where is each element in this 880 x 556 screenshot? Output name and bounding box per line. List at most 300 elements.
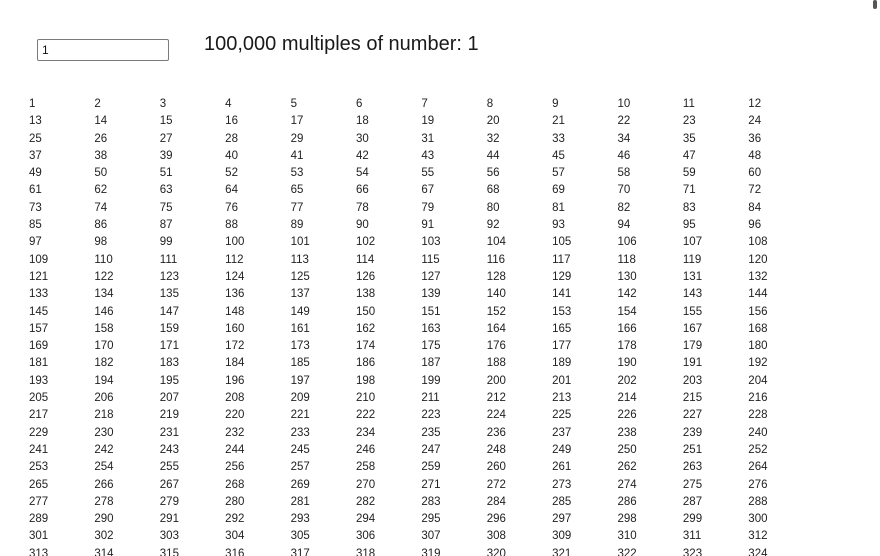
multiple-cell: 92 — [486, 219, 500, 232]
multiple-cell: 134 — [94, 288, 114, 301]
multiple-cell: 166 — [617, 322, 637, 335]
multiples-row — [29, 528, 819, 545]
multiple-cell: 260 — [486, 461, 506, 474]
multiple-cell: 75 — [159, 201, 173, 214]
multiple-cell: 175 — [421, 340, 441, 353]
multiple-cell: 233 — [290, 426, 310, 439]
multiple-cell: 107 — [682, 236, 703, 249]
multiple-cell: 112 — [225, 253, 244, 266]
multiple-cell: 222 — [355, 409, 376, 422]
multiple-cell: 270 — [355, 478, 376, 491]
multiple-cell: 303 — [159, 530, 179, 543]
multiple-cell: 207 — [159, 392, 179, 405]
multiple-cell: 103 — [421, 236, 441, 249]
multiple-cell: 168 — [748, 322, 768, 335]
multiple-cell: 262 — [617, 461, 637, 474]
multiple-cell: 13 — [29, 115, 42, 128]
multiple-cell: 157 — [29, 322, 49, 335]
multiple-cell: 215 — [682, 392, 703, 405]
multiple-cell: 201 — [552, 374, 572, 387]
multiple-cell: 186 — [355, 357, 376, 370]
multiple-cell: 121 — [29, 270, 49, 283]
multiple-cell: 142 — [617, 288, 637, 301]
multiple-cell: 252 — [748, 443, 768, 456]
multiple-cell: 275 — [682, 478, 703, 491]
multiple-cell: 259 — [421, 461, 441, 474]
multiple-cell: 200 — [486, 374, 506, 387]
multiple-cell: 36 — [748, 132, 762, 145]
multiple-cell: 28 — [225, 132, 238, 145]
multiple-cell: 244 — [225, 443, 245, 456]
multiple-cell: 99 — [159, 236, 173, 249]
multiple-cell: 71 — [682, 184, 696, 197]
multiple-cell: 8 — [486, 98, 494, 110]
multiple-cell: 52 — [225, 167, 238, 180]
multiple-cell: 285 — [552, 495, 572, 508]
multiple-cell: 193 — [29, 374, 49, 387]
multiple-cell: 23 — [682, 115, 696, 128]
multiple-cell: 199 — [421, 374, 441, 387]
multiple-cell: 155 — [682, 305, 703, 318]
multiple-cell: 188 — [486, 357, 506, 370]
multiple-cell: 301 — [29, 530, 49, 543]
multiple-cell: 55 — [421, 167, 435, 180]
multiples-row — [29, 165, 819, 182]
multiple-cell: 88 — [225, 219, 238, 232]
multiple-cell: 131 — [682, 270, 703, 283]
scrollbar-thumb[interactable] — [873, 0, 877, 9]
multiple-cell: 197 — [290, 374, 310, 387]
multiples-row — [29, 546, 819, 556]
multiple-cell: 323 — [682, 547, 703, 556]
multiple-cell: 210 — [355, 392, 376, 405]
multiple-cell: 38 — [94, 149, 108, 162]
multiple-cell: 58 — [617, 167, 631, 180]
multiple-cell: 91 — [421, 219, 435, 232]
multiple-cell: 228 — [748, 409, 768, 422]
multiple-cell: 42 — [355, 149, 369, 162]
multiple-cell: 146 — [94, 305, 114, 318]
multiple-cell: 178 — [617, 340, 637, 353]
multiple-cell: 137 — [290, 288, 310, 301]
number-input[interactable] — [37, 39, 169, 61]
multiple-cell: 247 — [421, 443, 441, 456]
multiple-cell: 183 — [159, 357, 179, 370]
multiple-cell: 319 — [421, 547, 441, 556]
multiple-cell: 213 — [552, 392, 572, 405]
multiple-cell: 158 — [94, 322, 114, 335]
multiple-cell: 162 — [355, 322, 376, 335]
multiple-cell: 60 — [748, 167, 762, 180]
multiple-cell: 56 — [486, 167, 500, 180]
multiples-row — [29, 234, 819, 251]
multiple-cell: 126 — [355, 270, 376, 283]
multiple-cell: 49 — [29, 167, 42, 180]
multiple-cell: 3 — [159, 98, 167, 110]
multiple-cell: 211 — [421, 392, 440, 405]
multiple-cell: 40 — [225, 149, 238, 162]
multiples-row — [29, 113, 819, 130]
multiple-cell: 144 — [748, 288, 768, 301]
multiple-cell: 150 — [355, 305, 376, 318]
multiple-cell: 203 — [682, 374, 703, 387]
multiple-cell: 291 — [159, 513, 179, 526]
multiples-row — [29, 182, 819, 199]
multiple-cell: 63 — [159, 184, 173, 197]
multiple-cell: 284 — [486, 495, 506, 508]
multiples-row — [29, 217, 819, 234]
multiple-cell: 20 — [486, 115, 500, 128]
multiple-cell: 139 — [421, 288, 441, 301]
multiple-cell: 130 — [617, 270, 637, 283]
multiple-cell: 102 — [355, 236, 376, 249]
multiples-row — [29, 494, 819, 511]
multiple-cell: 281 — [290, 495, 310, 508]
multiple-cell: 307 — [421, 530, 441, 543]
multiple-cell: 217 — [29, 409, 49, 422]
multiple-cell: 90 — [355, 219, 369, 232]
multiple-cell: 77 — [290, 201, 304, 214]
multiple-cell: 206 — [94, 392, 114, 405]
multiple-cell: 271 — [421, 478, 441, 491]
multiple-cell: 39 — [159, 149, 173, 162]
multiple-cell: 309 — [552, 530, 572, 543]
multiple-cell: 226 — [617, 409, 637, 422]
multiple-cell: 224 — [486, 409, 506, 422]
multiple-cell: 84 — [748, 201, 762, 214]
multiple-cell: 324 — [748, 547, 768, 556]
multiple-cell: 223 — [421, 409, 441, 422]
multiple-cell: 227 — [682, 409, 703, 422]
multiple-cell: 177 — [552, 340, 572, 353]
multiple-cell: 220 — [225, 409, 245, 422]
multiple-cell: 123 — [159, 270, 179, 283]
multiple-cell: 69 — [552, 184, 565, 197]
multiple-cell: 104 — [486, 236, 506, 249]
multiple-cell: 48 — [748, 149, 762, 162]
multiple-cell: 163 — [421, 322, 441, 335]
multiple-cell: 174 — [355, 340, 376, 353]
multiple-cell: 172 — [225, 340, 245, 353]
multiple-cell: 78 — [355, 201, 369, 214]
multiple-cell: 230 — [94, 426, 114, 439]
multiple-cell: 165 — [552, 322, 572, 335]
multiple-cell: 248 — [486, 443, 506, 456]
multiple-cell: 73 — [29, 201, 42, 214]
multiple-cell: 141 — [552, 288, 572, 301]
multiple-cell: 287 — [682, 495, 703, 508]
multiple-cell: 30 — [355, 132, 369, 145]
multiple-cell: 127 — [421, 270, 441, 283]
multiple-cell: 185 — [290, 357, 310, 370]
multiple-cell: 205 — [29, 392, 49, 405]
multiple-cell: 273 — [552, 478, 572, 491]
multiple-cell: 149 — [290, 305, 310, 318]
multiple-cell: 114 — [355, 253, 375, 266]
multiple-cell: 176 — [486, 340, 506, 353]
multiple-cell: 89 — [290, 219, 304, 232]
multiple-cell: 21 — [552, 115, 565, 128]
multiple-cell: 64 — [225, 184, 238, 197]
multiple-cell: 196 — [225, 374, 245, 387]
multiple-cell: 266 — [94, 478, 114, 491]
multiple-cell: 145 — [29, 305, 49, 318]
multiple-cell: 322 — [617, 547, 637, 556]
multiple-cell: 96 — [748, 219, 762, 232]
multiple-cell: 81 — [552, 201, 565, 214]
multiple-cell: 53 — [290, 167, 304, 180]
multiples-row — [29, 442, 819, 459]
multiple-cell: 192 — [748, 357, 768, 370]
multiple-cell: 2 — [94, 98, 101, 110]
multiple-cell: 16 — [225, 115, 238, 128]
multiple-cell: 216 — [748, 392, 768, 405]
multiples-row — [29, 200, 819, 217]
multiple-cell: 128 — [486, 270, 506, 283]
multiple-cell: 32 — [486, 132, 500, 145]
multiple-cell: 257 — [290, 461, 310, 474]
multiple-cell: 292 — [225, 513, 245, 526]
multiple-cell: 93 — [552, 219, 565, 232]
multiple-cell: 321 — [552, 547, 572, 556]
multiples-row — [29, 511, 819, 528]
multiple-cell: 12 — [748, 98, 762, 110]
multiple-cell: 279 — [159, 495, 179, 508]
multiple-cell: 124 — [225, 270, 245, 283]
multiple-cell: 169 — [29, 340, 49, 353]
multiple-cell: 234 — [355, 426, 376, 439]
multiple-cell: 129 — [552, 270, 572, 283]
multiple-cell: 136 — [225, 288, 245, 301]
multiple-cell: 225 — [552, 409, 572, 422]
multiple-cell: 189 — [552, 357, 572, 370]
multiple-cell: 236 — [486, 426, 506, 439]
multiple-cell: 76 — [225, 201, 238, 214]
multiple-cell: 109 — [29, 253, 49, 266]
multiple-cell: 140 — [486, 288, 506, 301]
multiple-cell: 151 — [421, 305, 441, 318]
multiple-cell: 45 — [552, 149, 565, 162]
multiple-cell: 276 — [748, 478, 768, 491]
multiple-cell: 57 — [552, 167, 565, 180]
multiple-cell: 295 — [421, 513, 441, 526]
multiple-cell: 143 — [682, 288, 703, 301]
multiple-cell: 240 — [748, 426, 768, 439]
multiple-cell: 194 — [94, 374, 114, 387]
multiple-cell: 80 — [486, 201, 500, 214]
multiple-cell: 245 — [290, 443, 310, 456]
multiple-cell: 243 — [159, 443, 179, 456]
multiple-cell: 246 — [355, 443, 376, 456]
multiple-cell: 68 — [486, 184, 500, 197]
multiple-cell: 54 — [355, 167, 369, 180]
multiple-cell: 318 — [355, 547, 376, 556]
multiple-cell: 46 — [617, 149, 631, 162]
multiple-cell: 264 — [748, 461, 768, 474]
multiple-cell: 164 — [486, 322, 506, 335]
multiple-cell: 19 — [421, 115, 435, 128]
multiple-cell: 218 — [94, 409, 114, 422]
multiple-cell: 111 — [159, 253, 178, 266]
multiple-cell: 237 — [552, 426, 572, 439]
multiple-cell: 106 — [617, 236, 637, 249]
multiple-cell: 256 — [225, 461, 245, 474]
multiple-cell: 9 — [552, 98, 559, 110]
multiple-cell: 315 — [159, 547, 179, 556]
multiple-cell: 4 — [225, 98, 232, 110]
multiple-cell: 171 — [159, 340, 179, 353]
multiple-cell: 253 — [29, 461, 49, 474]
multiple-cell: 231 — [159, 426, 179, 439]
multiple-cell: 184 — [225, 357, 245, 370]
multiple-cell: 304 — [225, 530, 245, 543]
multiple-cell: 70 — [617, 184, 631, 197]
multiple-cell: 268 — [225, 478, 245, 491]
multiples-row — [29, 373, 819, 390]
multiples-row — [29, 390, 819, 407]
multiple-cell: 138 — [355, 288, 376, 301]
multiples-row — [29, 252, 819, 269]
multiple-cell: 82 — [617, 201, 631, 214]
multiple-cell: 33 — [552, 132, 565, 145]
multiple-cell: 118 — [617, 253, 636, 266]
multiple-cell: 280 — [225, 495, 245, 508]
multiple-cell: 277 — [29, 495, 49, 508]
multiple-cell: 242 — [94, 443, 114, 456]
page-heading: 100,000 multiples of number: 1 — [204, 33, 479, 55]
multiple-cell: 314 — [94, 547, 114, 556]
multiple-cell: 153 — [552, 305, 572, 318]
multiple-cell: 79 — [421, 201, 435, 214]
multiple-cell: 290 — [94, 513, 114, 526]
multiple-cell: 17 — [290, 115, 304, 128]
multiple-cell: 232 — [225, 426, 245, 439]
multiple-cell: 10 — [617, 98, 631, 110]
multiple-cell: 286 — [617, 495, 637, 508]
multiple-cell: 156 — [748, 305, 768, 318]
multiple-cell: 214 — [617, 392, 637, 405]
multiple-cell: 250 — [617, 443, 637, 456]
multiple-cell: 152 — [486, 305, 506, 318]
multiple-cell: 170 — [94, 340, 114, 353]
multiple-cell: 7 — [421, 98, 428, 110]
multiple-cell: 208 — [225, 392, 245, 405]
multiple-cell: 154 — [617, 305, 637, 318]
multiple-cell: 202 — [617, 374, 637, 387]
multiple-cell: 41 — [290, 149, 304, 162]
multiple-cell: 311 — [682, 530, 702, 543]
multiple-cell: 181 — [29, 357, 49, 370]
multiples-row — [29, 286, 819, 303]
multiple-cell: 239 — [682, 426, 703, 439]
multiple-cell: 221 — [290, 409, 310, 422]
multiple-cell: 110 — [94, 253, 113, 266]
multiple-cell: 18 — [355, 115, 369, 128]
multiples-row — [29, 96, 819, 113]
multiple-cell: 67 — [421, 184, 435, 197]
multiple-cell: 72 — [748, 184, 762, 197]
multiple-cell: 119 — [682, 253, 702, 266]
multiple-cell: 147 — [159, 305, 179, 318]
multiple-cell: 267 — [159, 478, 179, 491]
multiple-cell: 190 — [617, 357, 637, 370]
multiple-cell: 310 — [617, 530, 637, 543]
multiple-cell: 249 — [552, 443, 572, 456]
multiple-cell: 29 — [290, 132, 304, 145]
multiple-cell: 50 — [94, 167, 108, 180]
multiple-cell: 254 — [94, 461, 114, 474]
multiples-row — [29, 459, 819, 476]
multiple-cell: 238 — [617, 426, 637, 439]
multiple-cell: 161 — [290, 322, 310, 335]
multiple-cell: 187 — [421, 357, 441, 370]
multiple-cell: 83 — [682, 201, 696, 214]
multiple-cell: 298 — [617, 513, 637, 526]
multiple-cell: 305 — [290, 530, 310, 543]
multiple-cell: 66 — [355, 184, 369, 197]
multiple-cell: 135 — [159, 288, 179, 301]
multiple-cell: 180 — [748, 340, 768, 353]
multiple-cell: 117 — [552, 253, 571, 266]
multiple-cell: 302 — [94, 530, 114, 543]
multiple-cell: 283 — [421, 495, 441, 508]
multiple-cell: 100 — [225, 236, 245, 249]
multiple-cell: 316 — [225, 547, 245, 556]
multiple-cell: 261 — [552, 461, 572, 474]
multiple-cell: 51 — [159, 167, 173, 180]
multiple-cell: 94 — [617, 219, 631, 232]
multiple-cell: 306 — [355, 530, 376, 543]
multiple-cell: 308 — [486, 530, 506, 543]
multiple-cell: 258 — [355, 461, 376, 474]
multiple-cell: 74 — [94, 201, 108, 214]
multiple-cell: 5 — [290, 98, 297, 110]
multiple-cell: 113 — [290, 253, 309, 266]
multiple-cell: 27 — [159, 132, 173, 145]
multiple-cell: 24 — [748, 115, 762, 128]
multiple-cell: 86 — [94, 219, 108, 232]
multiple-cell: 120 — [748, 253, 768, 266]
multiple-cell: 297 — [552, 513, 572, 526]
multiple-cell: 98 — [94, 236, 108, 249]
multiple-cell: 255 — [159, 461, 179, 474]
multiple-cell: 173 — [290, 340, 310, 353]
multiple-cell: 1 — [29, 98, 36, 110]
multiple-cell: 15 — [159, 115, 173, 128]
multiple-cell: 300 — [748, 513, 768, 526]
multiple-cell: 116 — [486, 253, 506, 266]
multiple-cell: 35 — [682, 132, 696, 145]
multiples-row — [29, 131, 819, 148]
multiple-cell: 299 — [682, 513, 703, 526]
multiple-cell: 97 — [29, 236, 42, 249]
multiple-cell: 11 — [682, 98, 695, 110]
multiple-cell: 312 — [748, 530, 768, 543]
multiple-cell: 179 — [682, 340, 703, 353]
multiples-row — [29, 148, 819, 165]
multiple-cell: 229 — [29, 426, 49, 439]
multiple-cell: 274 — [617, 478, 637, 491]
multiple-cell: 269 — [290, 478, 310, 491]
multiple-cell: 61 — [29, 184, 42, 197]
multiple-cell: 148 — [225, 305, 245, 318]
multiple-cell: 209 — [290, 392, 310, 405]
multiple-cell: 204 — [748, 374, 768, 387]
multiple-cell: 272 — [486, 478, 506, 491]
multiple-cell: 122 — [94, 270, 114, 283]
multiple-cell: 47 — [682, 149, 696, 162]
multiple-cell: 296 — [486, 513, 506, 526]
